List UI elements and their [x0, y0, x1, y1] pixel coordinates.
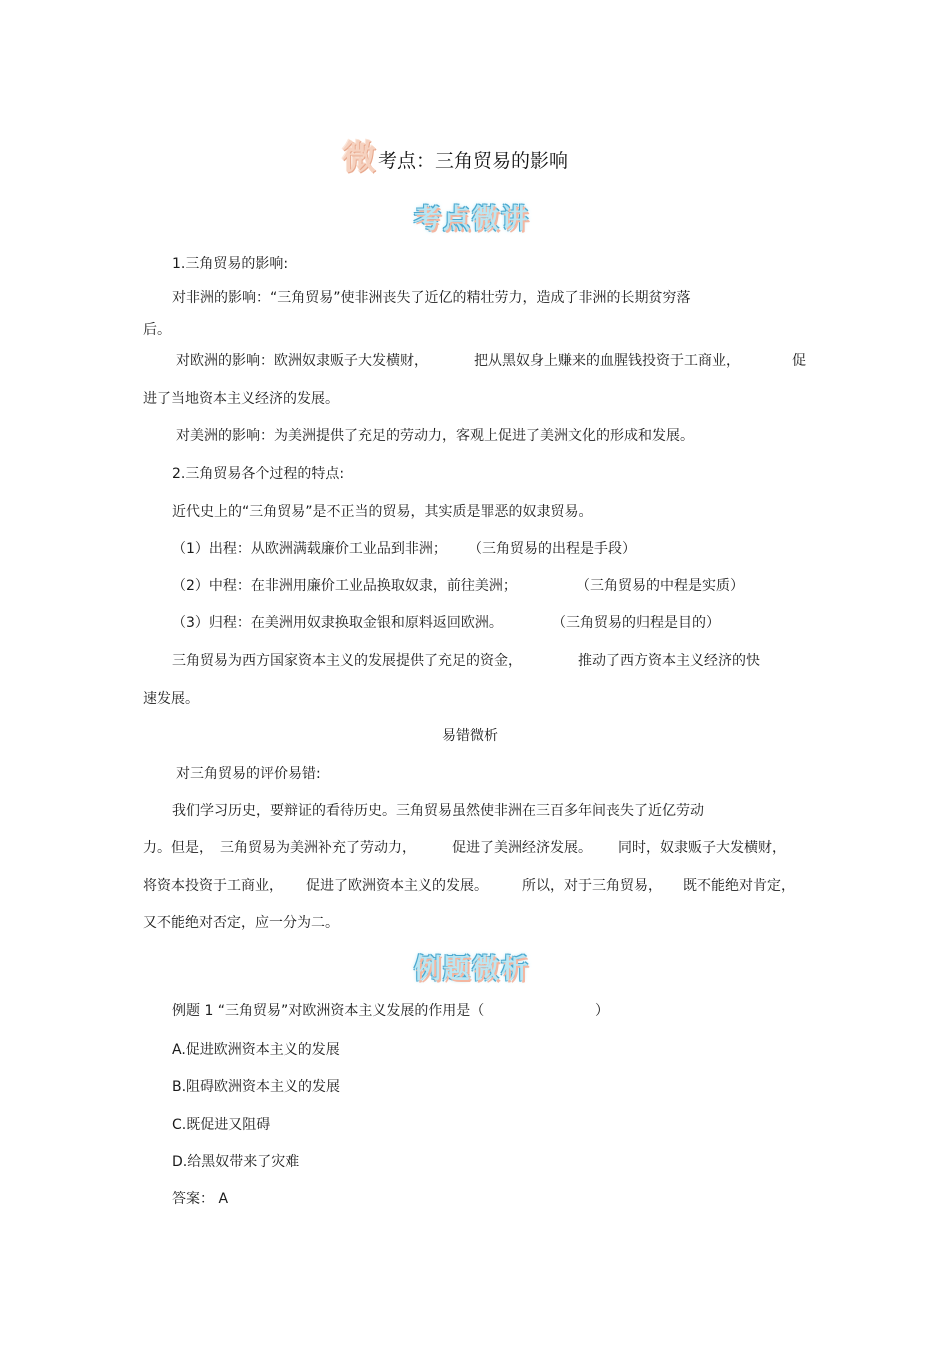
error-line-3c: 所以，对于三角贸易，: [522, 878, 662, 894]
america-line: 对美洲的影响：为美洲提供了充足的劳动力，客观上促进了美洲文化的形成和发展。: [176, 428, 694, 444]
stage-3-note: （三角贸易的归程是目的）: [552, 615, 720, 631]
error-line-3d: 既不能绝对肯定，: [683, 878, 795, 894]
stage-3-text: （3）归程：在美洲用奴隶换取金银和原料返回欧洲。: [172, 615, 503, 631]
stage-2-note: （三角贸易的中程是实质）: [576, 578, 744, 594]
option-a: A.促进欧洲资本主义的发展: [172, 1042, 340, 1058]
error-subheading: 对三角贸易的评价易错:: [176, 766, 321, 782]
section-banner-lili: [398, 946, 546, 986]
error-line-2b: 三角贸易为美洲补充了劳动力，: [220, 840, 416, 856]
europe-line-2: 进了当地资本主义经济的发展。: [143, 391, 339, 407]
europe-line-1b: 把从黑奴身上赚来的血腥钱投资于工商业，: [474, 353, 740, 369]
stage-1-note: （三角贸易的出程是手段）: [468, 541, 636, 557]
error-line-2a: 力。但是，: [143, 840, 213, 856]
heading-2: 2.三角贸易各个过程的特点:: [172, 466, 345, 482]
error-line-2d: 同时，奴隶贩子大发横财，: [618, 840, 786, 856]
summary-line-1a: 三角贸易为西方国家资本主义的发展提供了充足的资金，: [172, 653, 522, 669]
option-b: B.阻碍欧洲资本主义的发展: [172, 1079, 341, 1095]
stage-1-text: （1）出程：从欧洲满载廉价工业品到非洲；: [172, 541, 447, 557]
error-line-3b: 促进了欧洲资本主义的发展。: [306, 878, 488, 894]
error-line-2c: 促进了美洲经济发展。: [452, 840, 592, 856]
stage-2-text: （2）中程：在非洲用廉价工业品换取奴隶，前往美洲；: [172, 578, 517, 594]
error-line-1: 我们学习历史，要辩证的看待历史。三角贸易虽然使非洲在三百多年间丧失了近亿劳动: [172, 803, 704, 819]
answer-line: 答案： A: [172, 1191, 229, 1207]
summary-line-2: 速发展。: [143, 691, 199, 707]
europe-line-1c: 促: [792, 353, 806, 369]
heading-1: 1.三角贸易的影响:: [172, 256, 289, 272]
europe-line-1a: 对欧洲的影响：欧洲奴隶贩子大发横财，: [176, 353, 428, 369]
page-title: 考点：三角贸易的影响: [378, 150, 569, 172]
banner-text: 例题微析: [414, 953, 530, 985]
section-banner-kaodian: [398, 196, 546, 236]
wei-logo-icon: 微: [342, 138, 376, 178]
banner-text: 考点微讲: [414, 203, 530, 235]
intro-line: 近代史上的“三角贸易”是不正当的贸易，其实质是罪恶的奴隶贸易。: [172, 504, 593, 520]
error-line-4: 又不能绝对否定，应一分为二。: [143, 915, 339, 931]
option-d: D.给黑奴带来了灾难: [172, 1154, 300, 1170]
africa-line-2: 后。: [143, 322, 171, 338]
page-title-block: [342, 138, 568, 178]
error-line-3a: 将资本投资于工商业，: [143, 878, 283, 894]
summary-line-1b: 推动了西方资本主义经济的快: [578, 653, 760, 669]
question-stem: 例题 1 “三角贸易”对欧洲资本主义发展的作用是（: [172, 1003, 485, 1019]
question-stem-close: ）: [595, 1003, 609, 1019]
option-c: C.既促进又阻碍: [172, 1117, 271, 1133]
error-section-title: 易错微析: [442, 728, 498, 744]
africa-line-1: 对非洲的影响：“三角贸易”使非洲丧失了近亿的精壮劳力，造成了非洲的长期贫穷落: [172, 290, 691, 306]
